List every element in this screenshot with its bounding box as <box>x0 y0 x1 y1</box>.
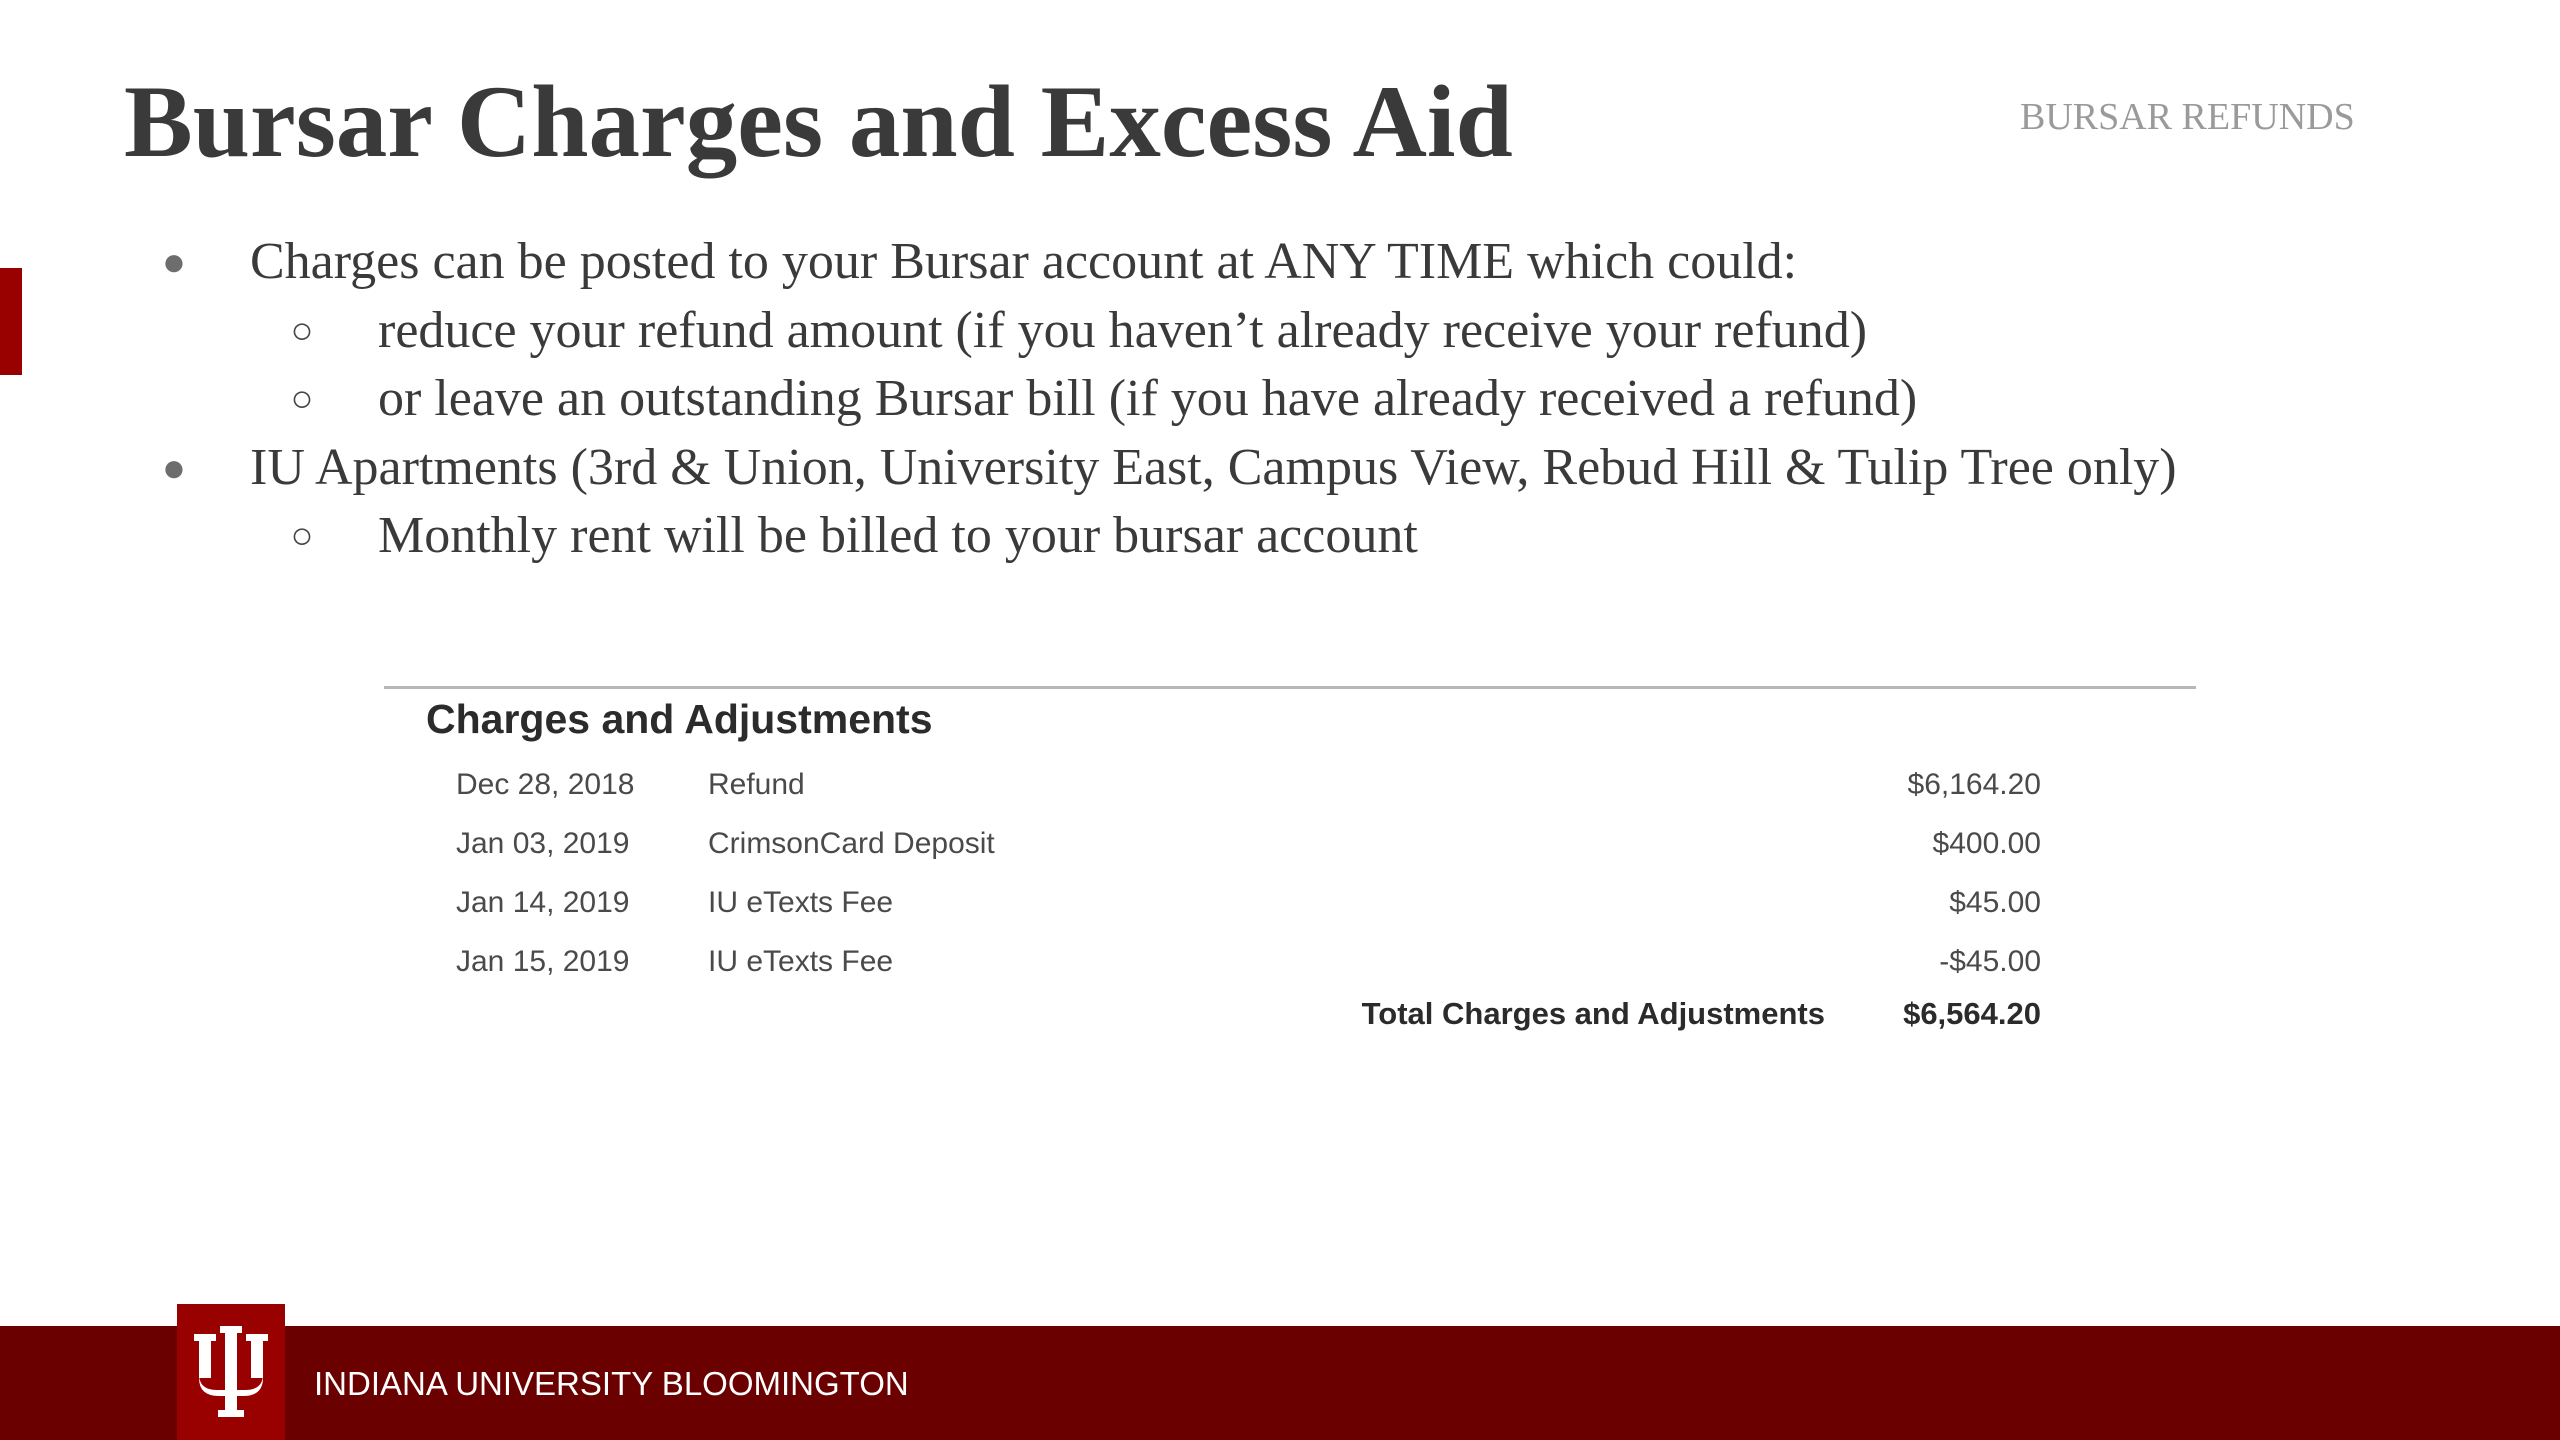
iu-logo <box>177 1304 285 1440</box>
row-amount: $400.00 <box>1932 827 2041 860</box>
bullet-text: Charges can be posted to your Bursar account at ANY TIME which could: <box>250 233 1798 290</box>
row-description: CrimsonCard Deposit <box>708 827 995 860</box>
institution-name: INDIANA UNIVERSITY BLOOMINGTON <box>314 1365 909 1402</box>
section-label: BURSAR REFUNDS <box>2020 96 2355 138</box>
row-date: Jan 14, 2019 <box>456 886 630 919</box>
statement-row <box>384 937 2196 987</box>
filled-bullet-icon: ● <box>161 444 187 490</box>
total-amount: $6,564.20 <box>1903 996 2041 1031</box>
row-amount: $45.00 <box>1949 886 2041 919</box>
bullet-list <box>0 228 2500 571</box>
sub-bullet-text: reduce your refund amount (if you haven’t already receive your refund) <box>378 301 1868 359</box>
row-amount: -$45.00 <box>1939 945 2041 978</box>
sub-bullet-item <box>0 365 2500 434</box>
row-description: Refund <box>708 768 805 801</box>
statement-title: Charges and Adjustments <box>426 696 933 742</box>
slide-title: Bursar Charges and Excess Aid <box>124 65 1513 179</box>
row-date: Jan 15, 2019 <box>456 945 630 978</box>
charges-statement <box>384 686 2196 1049</box>
hollow-bullet-icon: ○ <box>290 378 314 420</box>
sub-bullet-item <box>0 502 2500 571</box>
hollow-bullet-icon: ○ <box>290 515 314 557</box>
row-description: IU eTexts Fee <box>708 945 894 978</box>
bullet-text: IU Apartments (3rd & Union, University East, Campus View, Rebud Hill & Tulip Tree only) <box>250 438 2177 496</box>
sub-bullet-item <box>0 297 2500 366</box>
statement-row <box>384 760 2196 810</box>
total-label: Total Charges and Adjustments <box>1361 996 1825 1031</box>
sub-bullet-text: Monthly rent will be billed to your bursar account <box>378 507 1418 564</box>
bullet-item <box>0 228 2500 297</box>
hollow-bullet-icon: ○ <box>290 309 314 352</box>
statement-total-row <box>384 989 2196 1039</box>
sub-bullet-text: or leave an outstanding Bursar bill (if you have already received a refund) <box>378 370 1918 427</box>
bullet-item <box>0 434 2500 503</box>
filled-bullet-icon: ● <box>161 239 187 284</box>
row-date: Dec 28, 2018 <box>456 768 635 801</box>
iu-trident-icon <box>191 1326 271 1418</box>
row-date: Jan 03, 2019 <box>456 827 630 860</box>
statement-row <box>384 819 2196 869</box>
statement-row <box>384 878 2196 928</box>
row-description: IU eTexts Fee <box>708 886 894 919</box>
row-amount: $6,164.20 <box>1907 768 2041 801</box>
